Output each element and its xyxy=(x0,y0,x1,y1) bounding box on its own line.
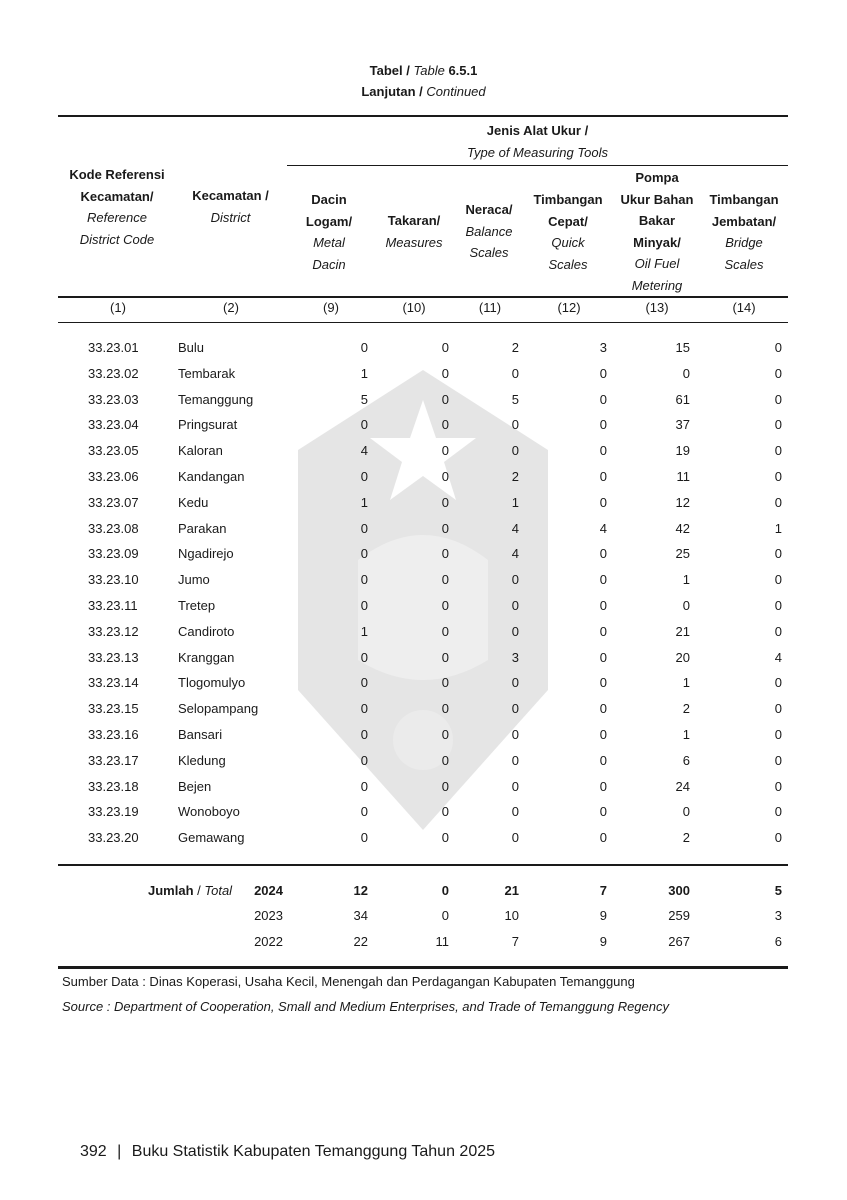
total-measures: 0 xyxy=(441,908,449,923)
cell-quick-scales: 0 xyxy=(599,727,607,742)
cell-balance-scales: 0 xyxy=(511,804,519,820)
table-row xyxy=(0,340,847,365)
header-col10-en: Measures xyxy=(385,234,443,250)
cell-balance-scales: 1 xyxy=(511,494,519,510)
table-row xyxy=(0,804,847,829)
total-label-en: Total xyxy=(204,883,233,898)
district-code: 33.23.14 xyxy=(88,675,139,691)
cell-measures: 0 xyxy=(441,675,449,691)
header-bottom-rule xyxy=(58,296,788,298)
total-year: 2023 xyxy=(254,908,283,923)
total-oil-fuel-metering: 259 xyxy=(668,908,690,923)
cell-oil-fuel-metering: 20 xyxy=(675,649,690,665)
table-row xyxy=(0,675,847,700)
cell-measures: 0 xyxy=(441,752,449,768)
header-col12-en-1: Quick xyxy=(551,235,585,250)
cell-metal-dacin: 4 xyxy=(360,443,368,459)
cell-measures: 0 xyxy=(441,649,449,665)
header-bridge-scales xyxy=(702,189,786,275)
group-rule xyxy=(287,165,788,166)
cell-quick-scales: 0 xyxy=(599,572,607,588)
total-bridge-scales: 6 xyxy=(774,934,782,949)
total-bridge-scales: 5 xyxy=(774,883,782,898)
cell-oil-fuel-metering: 1 xyxy=(682,727,690,742)
header-district xyxy=(178,185,283,228)
cell-bridge-scales: 4 xyxy=(774,649,782,665)
table-row xyxy=(0,650,847,675)
colnum-11: (11) xyxy=(478,300,502,315)
district-code: 33.23.05 xyxy=(88,443,139,459)
book-title: Buku Statistik Kabupaten Temanggung Tahun 2025 xyxy=(131,1143,496,1160)
header-col9-en-2: Dacin xyxy=(312,256,346,272)
total-metal-dacin: 12 xyxy=(353,883,368,898)
district-code: 33.23.07 xyxy=(88,494,139,510)
cell-metal-dacin: 0 xyxy=(360,804,368,820)
district-code: 33.23.01 xyxy=(88,340,139,355)
cell-bridge-scales: 0 xyxy=(774,727,782,742)
cell-oil-fuel-metering: 11 xyxy=(676,469,690,484)
district-code: 33.23.13 xyxy=(88,649,139,665)
cell-metal-dacin: 0 xyxy=(360,701,368,717)
header-col9-id-1: Dacin xyxy=(311,192,347,207)
cell-quick-scales: 0 xyxy=(599,701,607,717)
source-note-en: Source : Department of Cooperation, Small and Medium Enterprises, and Trade of Temanggung Regency xyxy=(62,999,670,1014)
header-col12-id-1: Timbangan xyxy=(533,192,603,207)
district-code: 33.23.16 xyxy=(88,727,139,742)
cell-measures: 0 xyxy=(441,778,449,794)
header-code xyxy=(58,164,176,250)
cell-balance-scales: 0 xyxy=(511,830,519,846)
total-quick-scales: 9 xyxy=(599,934,607,949)
cell-balance-scales: 0 xyxy=(511,598,519,613)
total-year: 2022 xyxy=(254,934,283,949)
colnum-1: (1) xyxy=(110,300,126,315)
cell-oil-fuel-metering: 2 xyxy=(682,701,690,717)
cell-measures: 0 xyxy=(441,830,449,846)
cell-quick-scales: 0 xyxy=(599,598,607,613)
header-col14-id-1: Timbangan xyxy=(709,192,779,207)
cell-metal-dacin: 1 xyxy=(360,494,368,510)
cell-quick-scales: 0 xyxy=(599,830,607,846)
total-oil-fuel-metering: 267 xyxy=(668,934,690,949)
table-row xyxy=(0,830,847,855)
total-label-id: Jumlah xyxy=(148,883,194,898)
cell-metal-dacin: 0 xyxy=(360,598,368,613)
header-col14-id-2: Jembatan/ xyxy=(711,213,777,229)
header-col11-en-2: Scales xyxy=(469,245,509,260)
header-col12-id-2: Cepat/ xyxy=(548,213,588,229)
cell-bridge-scales: 0 xyxy=(774,546,782,562)
district-name: Parakan xyxy=(178,520,227,536)
total-bridge-scales: 3 xyxy=(774,908,782,923)
district-code: 33.23.06 xyxy=(88,469,139,484)
total-label-sep: / xyxy=(193,883,205,898)
total-balance-scales: 21 xyxy=(504,883,519,898)
cell-measures: 0 xyxy=(441,804,449,820)
header-quick-scales xyxy=(526,189,610,275)
cell-oil-fuel-metering: 1 xyxy=(682,675,690,691)
district-name: Bulu xyxy=(178,340,205,355)
page-number: 392 xyxy=(80,1143,107,1160)
cell-quick-scales: 0 xyxy=(599,443,607,459)
total-metal-dacin: 34 xyxy=(353,908,368,923)
data-bottom-rule xyxy=(58,864,788,866)
cell-quick-scales: 0 xyxy=(599,752,607,768)
total-quick-scales: 7 xyxy=(599,883,607,898)
table-row xyxy=(0,521,847,546)
cell-metal-dacin: 0 xyxy=(360,649,368,665)
cell-bridge-scales: 0 xyxy=(774,340,782,355)
cell-measures: 0 xyxy=(441,598,449,613)
table-row xyxy=(0,495,847,520)
cell-oil-fuel-metering: 2 xyxy=(682,830,690,846)
cell-balance-scales: 0 xyxy=(511,417,519,433)
colnum-13: (13) xyxy=(645,300,669,315)
district-name: Temanggung xyxy=(178,391,254,407)
cell-metal-dacin: 0 xyxy=(360,469,368,484)
cell-measures: 0 xyxy=(441,469,449,484)
table-row xyxy=(0,366,847,391)
colnum-12: (12) xyxy=(557,300,581,315)
cell-measures: 0 xyxy=(441,443,449,459)
cell-oil-fuel-metering: 0 xyxy=(682,804,690,820)
district-name: Kandangan xyxy=(178,469,245,484)
cell-balance-scales: 0 xyxy=(511,675,519,691)
cell-bridge-scales: 0 xyxy=(774,469,782,484)
cell-quick-scales: 0 xyxy=(599,494,607,510)
table-row xyxy=(0,779,847,804)
district-code: 33.23.02 xyxy=(88,365,139,381)
cell-metal-dacin: 1 xyxy=(360,623,368,639)
district-name: Selopampang xyxy=(178,701,259,717)
cell-bridge-scales: 0 xyxy=(774,365,782,381)
top-rule xyxy=(58,115,788,117)
cell-quick-scales: 0 xyxy=(599,391,607,407)
header-col13-id-2: Ukur Bahan xyxy=(620,191,694,207)
total-row-2022 xyxy=(0,934,847,959)
cell-balance-scales: 0 xyxy=(511,727,519,742)
colnum-14: (14) xyxy=(732,300,756,315)
title-table-en: Table xyxy=(413,63,445,78)
header-col14-en-2: Scales xyxy=(724,256,764,272)
header-col10-id: Takaran/ xyxy=(387,213,441,228)
cell-metal-dacin: 0 xyxy=(360,778,368,794)
cell-metal-dacin: 0 xyxy=(360,752,368,768)
total-measures: 11 xyxy=(435,934,449,949)
district-name: Kledung xyxy=(178,752,226,768)
header-oil-fuel-metering xyxy=(612,167,702,296)
cell-oil-fuel-metering: 15 xyxy=(675,340,690,355)
colnum-rule xyxy=(58,322,788,323)
district-code: 33.23.04 xyxy=(88,417,139,433)
district-code: 33.23.11 xyxy=(88,598,138,613)
district-name: Jumo xyxy=(178,572,210,588)
header-col13-id-4: Minyak/ xyxy=(633,234,681,250)
cell-balance-scales: 4 xyxy=(511,520,519,536)
cell-oil-fuel-metering: 1 xyxy=(682,572,690,588)
cell-quick-scales: 0 xyxy=(599,649,607,665)
district-code: 33.23.17 xyxy=(88,752,139,768)
cell-bridge-scales: 0 xyxy=(774,598,782,613)
title-number: 6.5.1 xyxy=(448,63,478,78)
cell-oil-fuel-metering: 21 xyxy=(675,623,690,639)
group-header-id: Jenis Alat Ukur / xyxy=(486,123,589,138)
cell-measures: 0 xyxy=(441,623,449,639)
cell-balance-scales: 0 xyxy=(511,365,519,381)
district-name: Wonoboyo xyxy=(178,804,240,820)
district-name: Candiroto xyxy=(178,623,235,639)
cell-measures: 0 xyxy=(441,572,449,588)
header-code-id-1: Kode Referensi xyxy=(69,167,165,182)
cell-bridge-scales: 0 xyxy=(774,391,782,407)
cell-quick-scales: 0 xyxy=(599,675,607,691)
cell-oil-fuel-metering: 0 xyxy=(682,365,690,381)
source-note-id: Sumber Data : Dinas Koperasi, Usaha Kecil, Menengah dan Perdagangan Kabupaten Temanggung xyxy=(62,974,635,989)
cell-quick-scales: 0 xyxy=(599,546,607,562)
cell-metal-dacin: 0 xyxy=(360,546,368,562)
district-name: Kedu xyxy=(178,494,209,510)
cell-metal-dacin: 0 xyxy=(360,675,368,691)
table-row xyxy=(0,546,847,571)
header-col11-en-1: Balance xyxy=(465,223,513,239)
cell-metal-dacin: 0 xyxy=(360,417,368,433)
cell-balance-scales: 0 xyxy=(511,443,519,459)
header-col13-id-1: Pompa xyxy=(635,170,679,185)
district-code: 33.23.09 xyxy=(88,546,139,562)
table-row xyxy=(0,598,847,623)
district-name: Bejen xyxy=(178,778,212,794)
total-label xyxy=(148,883,232,898)
cell-bridge-scales: 0 xyxy=(774,443,782,459)
table-row xyxy=(0,392,847,417)
cell-quick-scales: 0 xyxy=(599,804,607,820)
cell-metal-dacin: 0 xyxy=(360,830,368,846)
cell-metal-dacin: 0 xyxy=(360,520,368,536)
cell-measures: 0 xyxy=(441,520,449,536)
district-name: Tembarak xyxy=(178,365,236,381)
district-code: 33.23.18 xyxy=(88,778,139,794)
header-col13-en-2: Metering xyxy=(631,277,683,293)
cell-balance-scales: 0 xyxy=(511,778,519,794)
header-col9-en-1: Metal xyxy=(313,235,345,250)
header-code-en-1: Reference xyxy=(87,210,147,225)
table-row xyxy=(0,443,847,468)
district-code: 33.23.20 xyxy=(88,830,139,846)
cell-quick-scales: 0 xyxy=(599,365,607,381)
district-name: Ngadirejo xyxy=(178,546,234,562)
cell-bridge-scales: 1 xyxy=(774,520,782,536)
cell-metal-dacin: 0 xyxy=(360,572,368,588)
cell-bridge-scales: 0 xyxy=(774,572,782,588)
title-continued: Continued xyxy=(426,84,486,99)
cell-bridge-scales: 0 xyxy=(774,804,782,820)
cell-balance-scales: 3 xyxy=(511,649,519,665)
table-row xyxy=(0,572,847,597)
cell-oil-fuel-metering: 37 xyxy=(675,417,690,433)
cell-bridge-scales: 0 xyxy=(774,778,782,794)
cell-measures: 0 xyxy=(441,701,449,717)
table-row xyxy=(0,753,847,778)
cell-measures: 0 xyxy=(441,391,449,407)
cell-bridge-scales: 0 xyxy=(774,701,782,717)
district-code: 33.23.15 xyxy=(88,701,139,717)
district-name: Tretep xyxy=(178,598,216,613)
header-col13-id-3: Bakar xyxy=(638,213,676,228)
cell-oil-fuel-metering: 6 xyxy=(682,752,690,768)
title-lanjutan: Lanjutan / xyxy=(361,84,423,99)
page-footer xyxy=(80,1143,495,1161)
cell-balance-scales: 0 xyxy=(511,701,519,717)
cell-balance-scales: 5 xyxy=(511,391,519,407)
cell-quick-scales: 0 xyxy=(599,778,607,794)
district-name: Tlogomulyo xyxy=(178,675,246,691)
cell-quick-scales: 0 xyxy=(599,469,607,484)
cell-measures: 0 xyxy=(441,340,449,355)
table-title xyxy=(0,60,847,102)
cell-oil-fuel-metering: 61 xyxy=(675,391,690,407)
total-balance-scales: 7 xyxy=(511,934,519,949)
header-code-en-2: District Code xyxy=(79,231,155,247)
table-bottom-rule xyxy=(58,966,788,969)
cell-metal-dacin: 0 xyxy=(360,340,368,355)
cell-measures: 0 xyxy=(441,727,449,742)
cell-oil-fuel-metering: 25 xyxy=(675,546,690,562)
header-code-id-2: Kecamatan/ xyxy=(80,188,154,204)
cell-quick-scales: 4 xyxy=(599,520,607,536)
district-code: 33.23.10 xyxy=(88,572,139,588)
total-metal-dacin: 22 xyxy=(353,934,368,949)
colnum-9: (9) xyxy=(323,300,339,315)
district-name: Gemawang xyxy=(178,830,245,846)
cell-oil-fuel-metering: 0 xyxy=(682,598,690,613)
cell-balance-scales: 0 xyxy=(511,572,519,588)
district-code: 33.23.03 xyxy=(88,391,139,407)
cell-balance-scales: 4 xyxy=(511,546,519,562)
total-balance-scales: 10 xyxy=(504,908,519,923)
total-oil-fuel-metering: 300 xyxy=(668,883,690,898)
header-balance-scales xyxy=(454,199,524,264)
header-col9-id-2: Logam/ xyxy=(305,213,353,229)
cell-bridge-scales: 0 xyxy=(774,417,782,433)
district-code: 33.23.12 xyxy=(88,623,139,639)
district-name: Pringsurat xyxy=(178,417,238,433)
colnum-10: (10) xyxy=(402,300,426,315)
cell-quick-scales: 3 xyxy=(599,340,607,355)
cell-quick-scales: 0 xyxy=(599,623,607,639)
table-row xyxy=(0,624,847,649)
total-row-2024 xyxy=(0,883,847,908)
header-metal-dacin xyxy=(296,189,362,275)
total-measures: 0 xyxy=(441,883,449,898)
cell-measures: 0 xyxy=(441,546,449,562)
table-row xyxy=(0,469,847,494)
cell-balance-scales: 0 xyxy=(511,752,519,768)
district-code: 33.23.08 xyxy=(88,520,139,536)
footer-separator: | xyxy=(117,1143,122,1160)
cell-bridge-scales: 0 xyxy=(774,494,782,510)
total-quick-scales: 9 xyxy=(599,908,607,923)
header-col11-id: Neraca/ xyxy=(465,202,513,217)
cell-measures: 0 xyxy=(441,365,449,381)
group-header xyxy=(287,120,788,163)
cell-metal-dacin: 0 xyxy=(360,727,368,742)
group-header-en: Type of Measuring Tools xyxy=(467,144,608,160)
table-row xyxy=(0,727,847,752)
district-name: Kaloran xyxy=(178,443,223,459)
cell-bridge-scales: 0 xyxy=(774,830,782,846)
header-col12-en-2: Scales xyxy=(548,256,588,272)
cell-measures: 0 xyxy=(441,417,449,433)
cell-oil-fuel-metering: 24 xyxy=(675,778,690,794)
total-row-2023 xyxy=(0,908,847,933)
cell-bridge-scales: 0 xyxy=(774,623,782,639)
total-year: 2024 xyxy=(254,883,283,898)
district-code: 33.23.19 xyxy=(88,804,139,820)
title-tabel: Tabel / xyxy=(369,63,410,78)
colnum-2: (2) xyxy=(223,300,239,315)
table-row xyxy=(0,417,847,442)
cell-quick-scales: 0 xyxy=(599,417,607,433)
cell-oil-fuel-metering: 12 xyxy=(675,494,690,510)
cell-metal-dacin: 1 xyxy=(360,365,368,381)
cell-balance-scales: 2 xyxy=(511,469,519,484)
cell-measures: 0 xyxy=(441,494,449,510)
header-district-en: District xyxy=(210,209,251,225)
cell-balance-scales: 2 xyxy=(511,340,519,355)
district-name: Kranggan xyxy=(178,649,235,665)
cell-bridge-scales: 0 xyxy=(774,752,782,768)
cell-metal-dacin: 5 xyxy=(360,391,368,407)
cell-oil-fuel-metering: 42 xyxy=(675,520,690,536)
header-district-id: Kecamatan / xyxy=(192,188,269,203)
header-col13-en-1: Oil Fuel xyxy=(634,256,680,271)
cell-bridge-scales: 0 xyxy=(774,675,782,691)
header-measures xyxy=(374,210,454,253)
cell-balance-scales: 0 xyxy=(511,623,519,639)
header-col14-en-1: Bridge xyxy=(725,235,763,250)
cell-oil-fuel-metering: 19 xyxy=(675,443,690,459)
table-row xyxy=(0,701,847,726)
district-name: Bansari xyxy=(178,727,223,742)
